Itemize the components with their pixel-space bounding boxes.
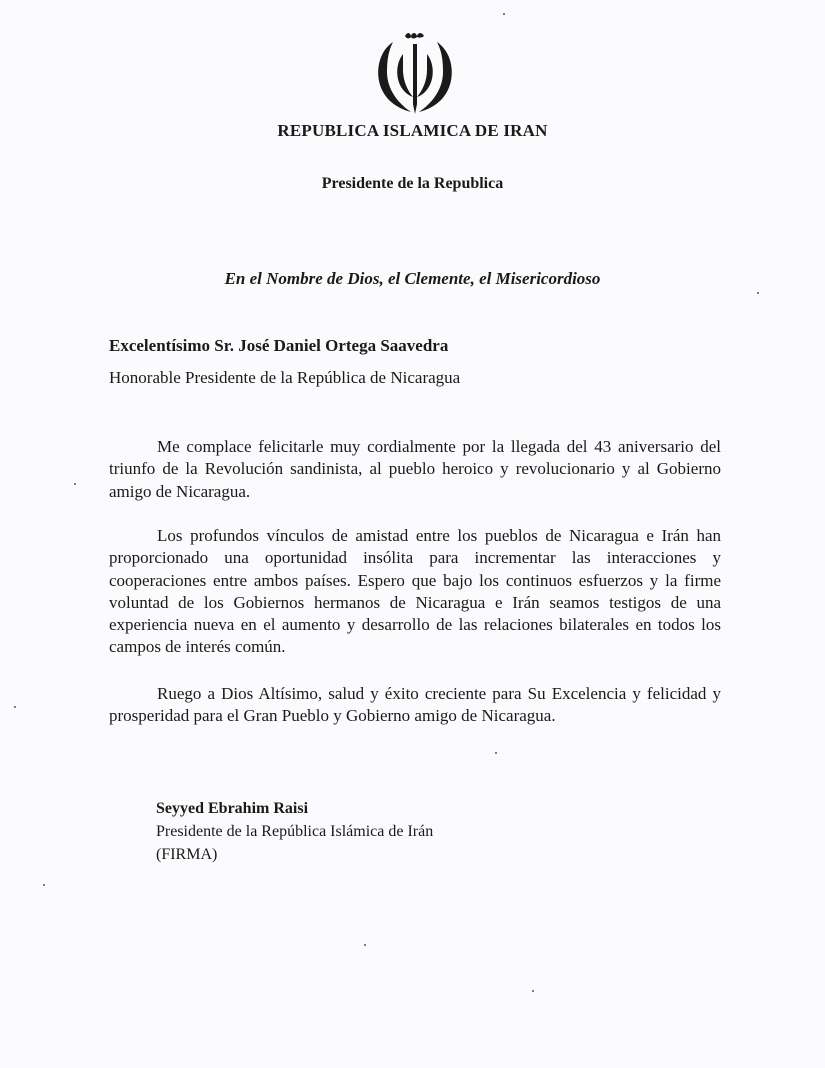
paper-speck bbox=[74, 483, 76, 485]
paper-speck bbox=[364, 944, 366, 946]
paper-speck bbox=[757, 292, 759, 294]
country-heading: REPUBLICA ISLAMICA DE IRAN bbox=[277, 121, 548, 140]
signature-mark: (FIRMA) bbox=[156, 846, 218, 863]
office-heading: Presidente de la Republica bbox=[321, 175, 504, 192]
paper-speck bbox=[503, 13, 505, 15]
paper-speck bbox=[14, 706, 16, 708]
body-paragraph-3: Ruego a Dios Altísimo, salud y éxito creciente para Su Excelencia y felicidad y prosperidad para el Gran Pueblo y Gobierno amigo de Nicaragua. bbox=[109, 684, 721, 726]
paper-speck bbox=[43, 884, 45, 886]
recipient-name: Excelentísimo Sr. José Daniel Ortega Saavedra bbox=[109, 336, 449, 355]
body-paragraph-2: Los profundos vínculos de amistad entre los pueblos de Nicaragua e Irán han proporcionado una oportunidad insólita para incrementar las interacciones y cooperaciones entre ambos países. Espero que bajo los continuos esfuerzos y la firme voluntad de los Gobiernos hermanos de Nicaragua e Irán seamos testigos de una experiencia nueva en el aumento y desarrollo de las relaciones bilaterales en todos los campos de interés común. bbox=[109, 526, 721, 657]
iran-emblem-icon bbox=[367, 28, 463, 116]
paper-speck bbox=[495, 752, 497, 754]
signatory-title: Presidente de la República Islámica de Irán bbox=[156, 823, 434, 840]
signatory-name: Seyyed Ebrahim Raisi bbox=[156, 800, 309, 817]
signature-block bbox=[156, 797, 433, 866]
recipient-title: Honorable Presidente de la República de Nicaragua bbox=[109, 368, 461, 387]
invocation-line: En el Nombre de Dios, el Clemente, el Misericordioso bbox=[224, 269, 601, 288]
body-paragraph-1: Me complace felicitarle muy cordialmente por la llegada del 43 aniversario del triunfo de la Revolución sandinista, al pueblo heroico y revolucionario y al Gobierno amigo de Nicaragua. bbox=[109, 437, 721, 501]
paper-speck bbox=[532, 990, 534, 992]
